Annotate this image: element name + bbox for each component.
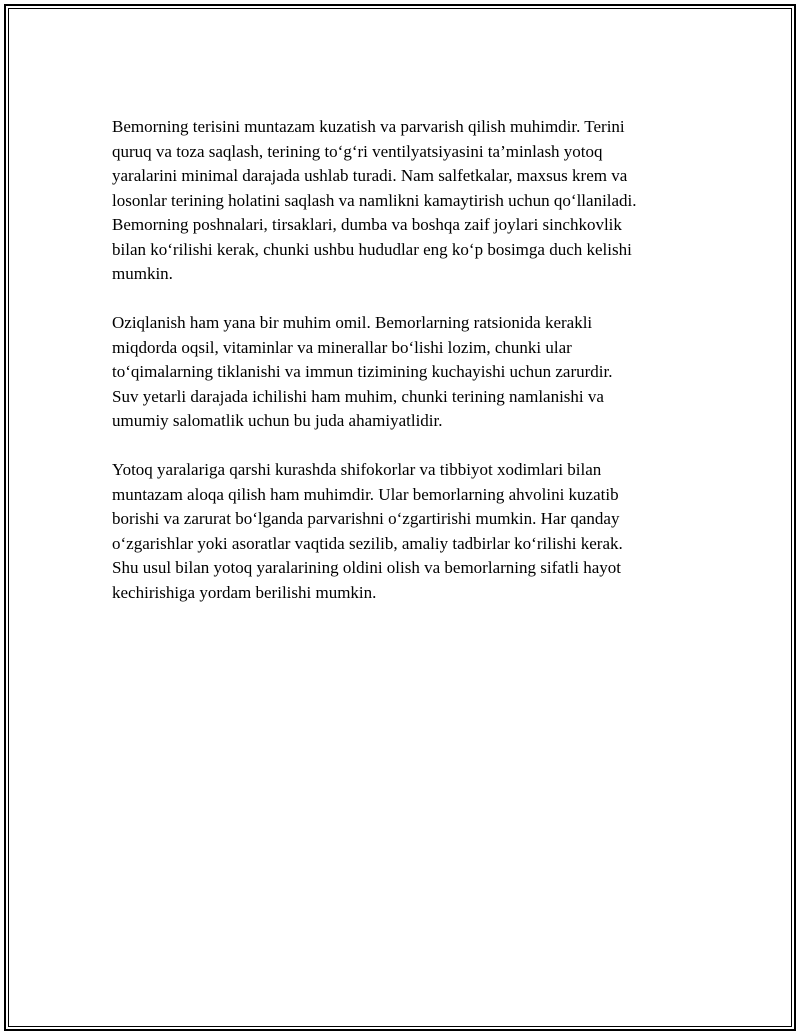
- paragraph-nutrition: [112, 311, 682, 434]
- text-line: mumkin.: [112, 264, 173, 283]
- document-body: [112, 115, 682, 630]
- text-line: losonlar terining holatini saqlash va namlikni kamaytirish uchun qo‘llaniladi.: [112, 190, 637, 210]
- text-line: miqdorda oqsil, vitaminlar va minerallar bo‘lishi lozim, chunki ular: [112, 337, 572, 357]
- paragraph-skin-care: [112, 115, 682, 287]
- text-line: Suv yetarli darajada ichilishi ham muhim, chunki terining namlanishi va: [112, 386, 604, 406]
- text-line: bilan ko‘rilishi kerak, chunki ushbu hududlar eng ko‘p bosimga duch kelishi: [112, 239, 632, 259]
- text-line: quruq va toza saqlash, terining to‘g‘ri ventilyatsiyasini ta’minlash yotoq: [112, 141, 603, 161]
- text-line: Oziqlanish ham yana bir muhim omil. Bemorlarning ratsionida kerakli: [112, 313, 593, 332]
- text-line: Shu usul bilan yotoq yaralarining oldini olish va bemorlarning sifatli hayot: [112, 558, 621, 577]
- text-line: borishi va zarurat bo‘lganda parvarishni o‘zgartirishi mumkin. Har qanday: [112, 509, 620, 528]
- text-line: Yotoq yaralariga qarshi kurashda shifokorlar va tibbiyot xodimlari bilan: [112, 460, 602, 479]
- text-line: to‘qimalarning tiklanishi va immun tizimining kuchayishi uchun zarurdir.: [112, 362, 613, 381]
- paragraph-medical-contact: [112, 458, 682, 605]
- text-line: yaralarini minimal darajada ushlab turadi. Nam salfetkalar, maxsus krem va: [112, 166, 628, 185]
- text-line: Bemorning terisini muntazam kuzatish va parvarish qilish muhimdir. Terini: [112, 117, 625, 136]
- text-line: umumiy salomatlik uchun bu juda ahamiyatlidir.: [112, 411, 443, 430]
- text-line: Bemorning poshnalari, tirsaklari, dumba va boshqa zaif joylari sinchkovlik: [112, 215, 622, 234]
- text-line: muntazam aloqa qilish ham muhimdir. Ular bemorlarning ahvolini kuzatib: [112, 484, 619, 504]
- text-line: o‘zgarishlar yoki asoratlar vaqtida sezilib, amaliy tadbirlar ko‘rilishi kerak.: [112, 533, 623, 553]
- text-line: kechirishiga yordam berilishi mumkin.: [112, 582, 377, 602]
